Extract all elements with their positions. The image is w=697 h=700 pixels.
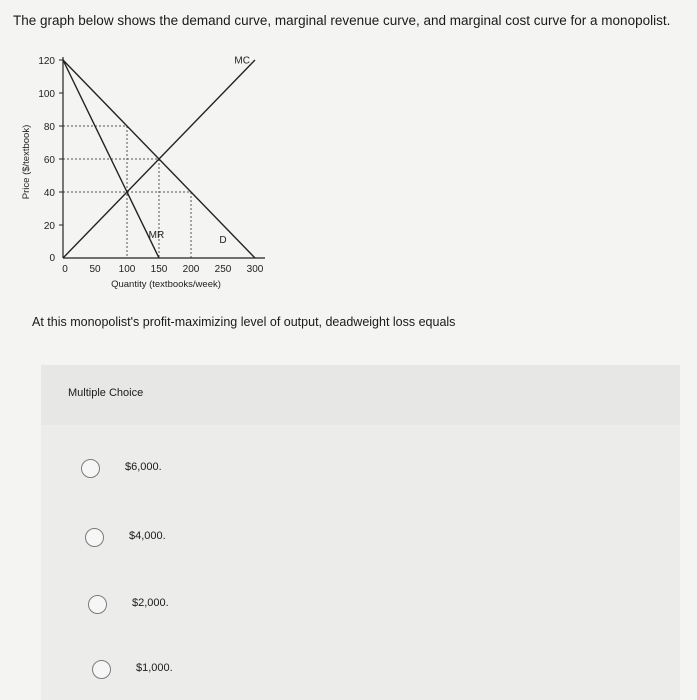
y-axis-title: Price ($/textbook) — [21, 124, 32, 200]
radio-button[interactable] — [88, 595, 107, 614]
multiple-choice-panel — [41, 365, 680, 700]
x-tick-label: 100 — [118, 264, 136, 275]
x-tick-label: 50 — [89, 264, 101, 275]
y-tick-label: 80 — [43, 122, 55, 133]
question-prompt: At this monopolist's profit-maximizing level of output, deadweight loss equals — [32, 315, 456, 329]
y-tick-label: 0 — [49, 253, 55, 264]
choice-option-2[interactable] — [85, 518, 685, 558]
radio-button[interactable] — [81, 459, 100, 478]
radio-button[interactable] — [85, 528, 104, 547]
multiple-choice-label: Multiple Choice — [68, 387, 144, 399]
y-tick-label: 120 — [38, 56, 55, 67]
series-mc-label: MC — [234, 55, 250, 67]
choices-header — [41, 365, 680, 425]
y-tick-label: 60 — [43, 155, 55, 166]
choice-label: $2,000. — [132, 597, 169, 609]
y-tick-label: 100 — [38, 89, 55, 100]
choice-label: $6,000. — [125, 461, 162, 473]
chart-svg — [0, 0, 697, 300]
series-d-label: D — [219, 235, 227, 247]
x-axis-title: Quantity (textbooks/week) — [111, 279, 221, 290]
x-tick-label: 0 — [62, 264, 68, 275]
x-tick-label: 150 — [150, 264, 168, 275]
choice-option-4[interactable] — [92, 650, 692, 690]
x-tick-label: 300 — [246, 264, 264, 275]
choice-label: $1,000. — [136, 662, 173, 674]
radio-button[interactable] — [92, 660, 111, 679]
series-mr-label: MR — [148, 230, 165, 242]
y-tick-label: 20 — [43, 221, 55, 232]
y-tick-label: 40 — [43, 188, 55, 199]
graph — [0, 0, 697, 300]
choice-option-3[interactable] — [88, 585, 688, 625]
choice-label: $4,000. — [129, 530, 166, 542]
choice-option-1[interactable] — [81, 449, 681, 489]
x-tick-label: 250 — [214, 264, 232, 275]
question-text: The graph below shows the demand curve, marginal revenue curve, and marginal cost curve for a monopolist. — [13, 13, 671, 28]
x-tick-label: 200 — [182, 264, 200, 275]
